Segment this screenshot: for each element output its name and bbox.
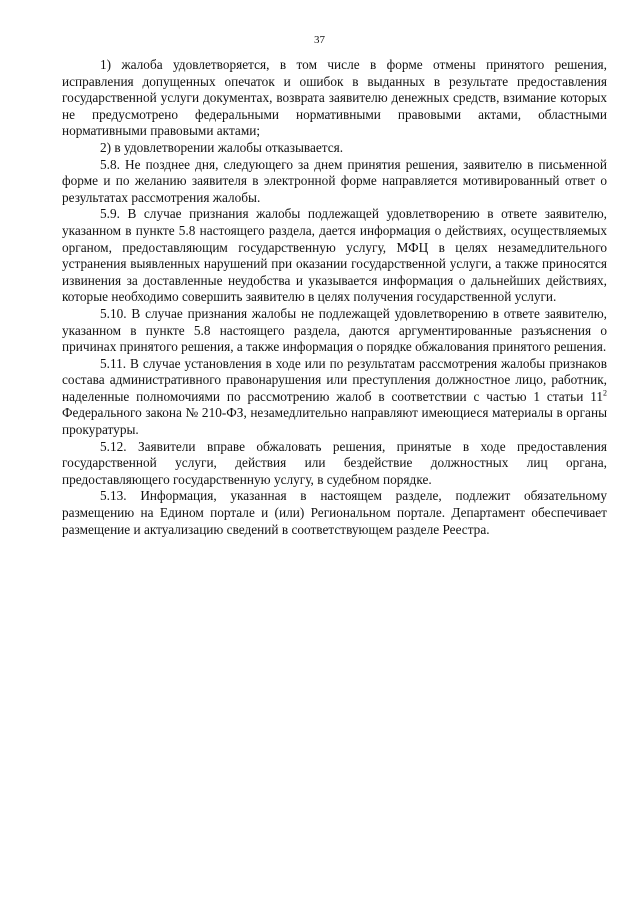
paragraph-5-11 xyxy=(62,356,607,439)
paragraph-5-11-text-after: Федерального закона № 210-ФЗ, незамедлительно направляют имеющиеся материалы в органы прокуратуры. xyxy=(62,405,607,438)
paragraph-complaint-refused: 2) в удовлетворении жалобы отказывается. xyxy=(100,139,344,155)
paragraph-5-8: 5.8. Не позднее дня, следующего за днем принятия решения, заявителю в письменной форме и по желанию заявителя в электронной форме направляется мотивированный ответ о результатах рассмотрения жалобы. xyxy=(62,156,607,205)
page-number: 37 xyxy=(314,34,325,46)
document-body xyxy=(62,57,607,538)
paragraph-complaint-satisfied: 1) жалоба удовлетворяется, в том числе в форме отмены принятого решения, исправления допущенных опечаток и ошибок в выданных в результате предоставления государственной услуги документах, возврата заявителю денежных средств, взимание которых не предусмотрено федеральными нормативными правовыми актами, областными нормативными правовыми актами; xyxy=(62,57,607,139)
paragraph-5-11-text-before: 5.11. В случае установления в ходе или по результатам рассмотрения жалобы признаков состава административного правонарушения или преступления должностное лицо, работник, наделенные полномочиями по рассмотрению жалоб в соответствии с частью 1 статьи 11 xyxy=(62,355,607,404)
paragraph-5-13: 5.13. Информация, указанная в настоящем разделе, подлежит обязательному размещению на Едином портале и (или) Региональном портале. Департамент обеспечивает размещение и актуализацию сведений в соответствующем разделе Реестра. xyxy=(62,488,607,537)
paragraph-5-9: 5.9. В случае признания жалобы подлежащей удовлетворению в ответе заявителю, указанном в пункте 5.8 настоящего раздела, дается информация о действиях, осуществляемых органом, предоставляющим государственную услугу, МФЦ в целях незамедлительного устранения выявленных нарушений при оказании государственной услуги, а также приносятся извинения за доставленные неудобства и указывается информация о дальнейших действиях, которые необходимо совершить заявителю в целях получения государственной услуги. xyxy=(62,206,607,305)
article-superscript: 2 xyxy=(603,388,607,398)
paragraph-5-10: 5.10. В случае признания жалобы не подлежащей удовлетворению в ответе заявителю, указанном в пункте 5.8 настоящего раздела, даются аргументированные разъяснения о причинах принятого решения, а также информация о порядке обжалования принятого решения. xyxy=(62,305,607,355)
paragraph-5-12: 5.12. Заявители вправе обжаловать решения, принятые в ходе предоставления государственной услуги, действия или бездействие должностных лиц органа, предоставляющего государственную услугу, в судебном порядке. xyxy=(62,438,607,487)
